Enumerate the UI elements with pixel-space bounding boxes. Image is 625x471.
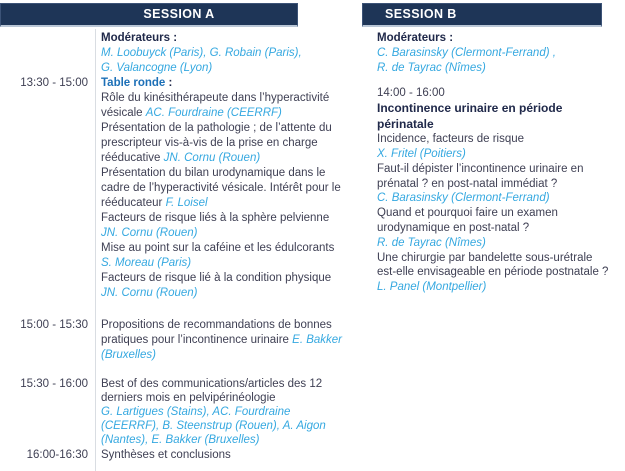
agenda-item: Synthèses et conclusions — [101, 449, 231, 461]
agenda-item-text: Quand et pourquoi faire un examen urodynamique en post-natal ? — [377, 207, 558, 234]
session-a-title: SESSION A — [143, 7, 215, 21]
speaker-name: X. Fritel (Poitiers) — [377, 147, 466, 160]
time-slot-3: 15:30 - 16:00 — [20, 378, 88, 390]
speaker-name: AC. Fourdraine (CEERRF) — [145, 107, 282, 119]
session-b-title: SESSION B — [385, 7, 457, 21]
agenda-item: Présentation du bilan urodynamique dans le cadre de l’hyperactivité vésicale. Intérêt pour le rééducateur F. Loisel — [101, 167, 341, 209]
agenda-item: Présentation de la pathologie ; de l’attente du prescripteur vis-à-vis de la prise en charge rééducative JN. Cornu (Rouen) — [101, 122, 332, 164]
moderator-name-line: C. Barasinsky (Clermont-Ferrand) , — [377, 46, 556, 59]
session-a-recommendations — [101, 318, 347, 363]
agenda-item — [377, 132, 609, 162]
moderators-label: Modérateurs : — [377, 32, 454, 44]
session-a-header-bar — [0, 3, 298, 27]
speaker-name: F. Loisel — [165, 197, 208, 209]
moderators-label: Modérateurs : — [101, 32, 178, 44]
moderator-name-line: G. Valancogne (Lyon) — [101, 62, 213, 74]
session-b-time: 14:00 - 16:00 — [377, 87, 445, 100]
speaker-name: JN. Cornu (Rouen) — [101, 227, 198, 239]
moderator-name-line: M. Loobuyck (Paris), G. Robain (Paris), — [101, 47, 302, 59]
agenda-item: Rôle du kinésithérapeute dans l’hyperactivité vésicale AC. Fourdraine (CEERRF) — [101, 92, 330, 119]
agenda-item — [377, 162, 609, 206]
speaker-name: G. Lartigues (Stains), AC. Fourdraine (CEERRF), B. Steenstrup (Rouen), A. Aigon (Nantes), E. Bakker (Bruxelles) — [101, 406, 326, 446]
session-a-best-of — [101, 377, 347, 447]
agenda-item: Mise au point sur la caféine et les édulcorants S. Moreau (Paris) — [101, 242, 335, 269]
agenda-item-text: Incidence, facteurs de risque — [377, 133, 525, 146]
agenda-item: Propositions de recommandations de bonnes pratiques pour l’incontinence urinaire E. Bakker (Bruxelles) — [101, 319, 343, 361]
agenda-item: Facteurs de risque lié à la condition physique JN. Cornu (Rouen) — [101, 272, 332, 299]
session-a-conclusions — [101, 448, 347, 463]
time-slot-1: 13:30 - 15:00 — [20, 77, 88, 89]
agenda-item: Best of des communications/articles des 12 derniers mois en pelvipérinéologie G. Lartigues (Stains), AC. Fourdraine (CEERRF), B. Steenstrup (Rouen), A. Aigon (Nantes), E. Bakker (Bruxelles) — [101, 377, 347, 447]
moderator-name-line: R. de Tayrac (Nîmes) — [377, 61, 486, 74]
speaker-name: L. Panel (Montpellier) — [377, 281, 487, 294]
time-slot-2: 15:00 - 15:30 — [20, 319, 88, 331]
table-ronde-label: Table ronde : — [101, 77, 173, 89]
agenda-item-text: Faut-il dépister l’incontinence urinaire en prénatal ? en post-natal immédiat ? — [377, 162, 584, 190]
session-b-session-title: Incontinence urinaire en période périnatale — [377, 101, 563, 131]
speaker-name: JN. Cornu (Rouen) — [163, 152, 261, 164]
time-column-divider — [95, 29, 96, 471]
session-a-moderators — [101, 31, 347, 76]
speaker-name: C. Barasinsky (Clermont-Ferrand) — [377, 192, 550, 205]
agenda-item-text: Une chirurgie par bandelette sous-urétrale est-elle envisageable en période postnatale ? — [377, 251, 609, 279]
speaker-name: S. Moreau (Paris) — [101, 257, 192, 269]
agenda-item — [377, 251, 609, 295]
agenda-item — [377, 206, 609, 250]
agenda-item: Facteurs de risque liés à la sphère pelvienne JN. Cornu (Rouen) — [101, 212, 330, 239]
session-a-table-ronde — [101, 76, 347, 301]
speaker-name: R. de Tayrac (Nîmes) — [377, 236, 486, 249]
time-slot-4: 16:00-16:30 — [26, 449, 88, 461]
speaker-name: E. Bakker (Bruxelles) — [101, 334, 343, 361]
session-b-column — [377, 31, 609, 295]
speaker-name: JN. Cornu (Rouen) — [101, 287, 198, 299]
session-b-header-bar — [362, 3, 602, 27]
